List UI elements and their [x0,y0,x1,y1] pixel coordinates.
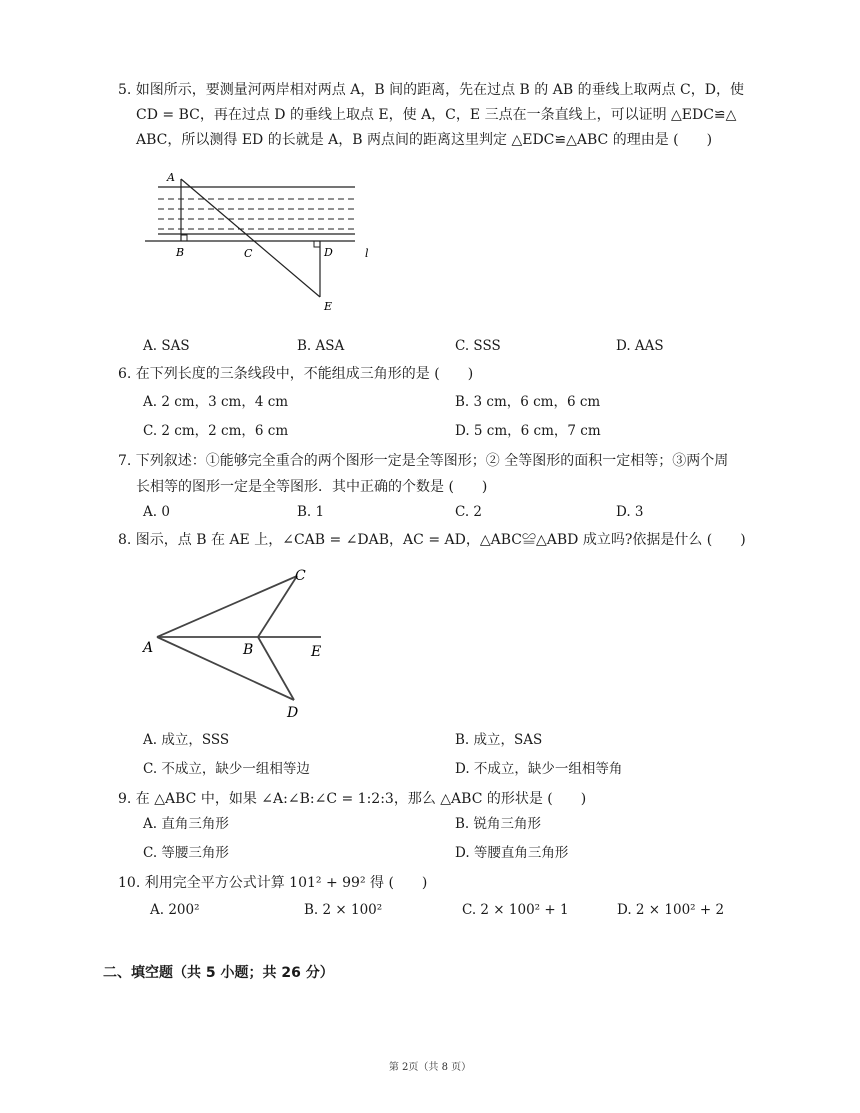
q10-option-a[interactable]: A. 200² [150,902,200,918]
q6-option-a[interactable]: A. 2 cm，3 cm，4 cm [143,394,289,410]
q8-label-c: C [295,568,306,584]
q8-option-d[interactable]: D. 不成立，缺少一组相等角 [455,761,623,777]
q5-label-l: l [365,247,369,260]
q5-label-b: B [176,246,185,259]
section-title: 二、填空题（共 5 小题；共 26 分） [103,965,334,981]
q8-label-b: B [243,642,254,658]
q7-option-b[interactable]: B. 1 [297,504,325,520]
q5-label-e: E [324,300,333,313]
q5-option-a[interactable]: A. SAS [143,338,190,354]
q8-label-a: A [143,640,154,656]
q5-line-3: ABC，所以测得 ED 的长就是 A，B 两点间的距离这里判定 △EDC≌△ABC 的理由是 ( ) [136,132,713,148]
q5-option-c[interactable]: C. SSS [455,338,501,354]
q7-option-c[interactable]: C. 2 [455,504,483,520]
q10-option-c[interactable]: C. 2 × 100² + 1 [462,902,569,918]
q10-option-d[interactable]: D. 2 × 100² + 2 [617,902,725,918]
q8-option-c[interactable]: C. 不成立，缺少一组相等边 [143,761,310,777]
q7-line-1: 7. 下列叙述：①能够完全重合的两个图形一定是全等图形；② 全等图形的面积一定相等；③两个周 [118,453,729,469]
q9-option-b[interactable]: B. 锐角三角形 [455,816,542,832]
q6-option-b[interactable]: B. 3 cm，6 cm，6 cm [455,394,601,410]
q9-line-1: 9. 在 △ABC 中，如果 ∠A:∠B:∠C = 1:2:3，那么 △ABC 的形状是 ( ) [118,791,587,807]
q10-line-1: 10. 利用完全平方公式计算 101² + 99² 得 ( ) [118,875,428,891]
q7-line-2: 长相等的图形一定是全等图形．其中正确的个数是 ( ) [136,479,488,495]
q5-line-2: CD = BC，再在过点 D 的垂线上取点 E，使 A，C，E 三点在一条直线上，可以证明 △EDC≌△ [136,107,737,123]
q6-option-d[interactable]: D. 5 cm，6 cm，7 cm [455,423,601,439]
q5-option-d[interactable]: D. AAS [616,338,664,354]
q5-river-figure [140,165,380,315]
page-footer: 第 2页（共 8 页） [388,1062,472,1073]
q5-label-d: D [324,246,333,259]
q8-label-d: D [287,705,299,721]
q5-label-a: A [167,171,175,184]
q9-option-c[interactable]: C. 等腰三角形 [143,845,229,861]
q5-option-b[interactable]: B. ASA [297,338,345,354]
q8-option-a[interactable]: A. 成立，SSS [143,732,230,748]
q9-option-d[interactable]: D. 等腰直角三角形 [455,845,569,861]
q7-option-a[interactable]: A. 0 [143,504,170,520]
q8-option-b[interactable]: B. 成立，SAS [455,732,543,748]
q6-option-c[interactable]: C. 2 cm，2 cm，6 cm [143,423,289,439]
q8-label-e: E [311,644,322,660]
q8-line-1: 8. 图示，点 B 在 AE 上，∠CAB = ∠DAB，AC = AD，△ABC≌△ABD 成立吗?依据是什么 ( ) [118,532,746,548]
q10-option-b[interactable]: B. 2 × 100² [304,902,383,918]
q7-option-d[interactable]: D. 3 [616,504,644,520]
q5-label-c: C [244,247,253,260]
q5-line-1: 5. 如图所示，要测量河两岸相对两点 A，B 间的距离，先在过点 B 的 AB 的垂线上取两点 C，D，使 [118,82,744,98]
q6-line-1: 6. 在下列长度的三条线段中，不能组成三角形的是 ( ) [118,366,474,382]
q8-triangle-figure [140,560,340,725]
q9-option-a[interactable]: A. 直角三角形 [143,816,229,832]
